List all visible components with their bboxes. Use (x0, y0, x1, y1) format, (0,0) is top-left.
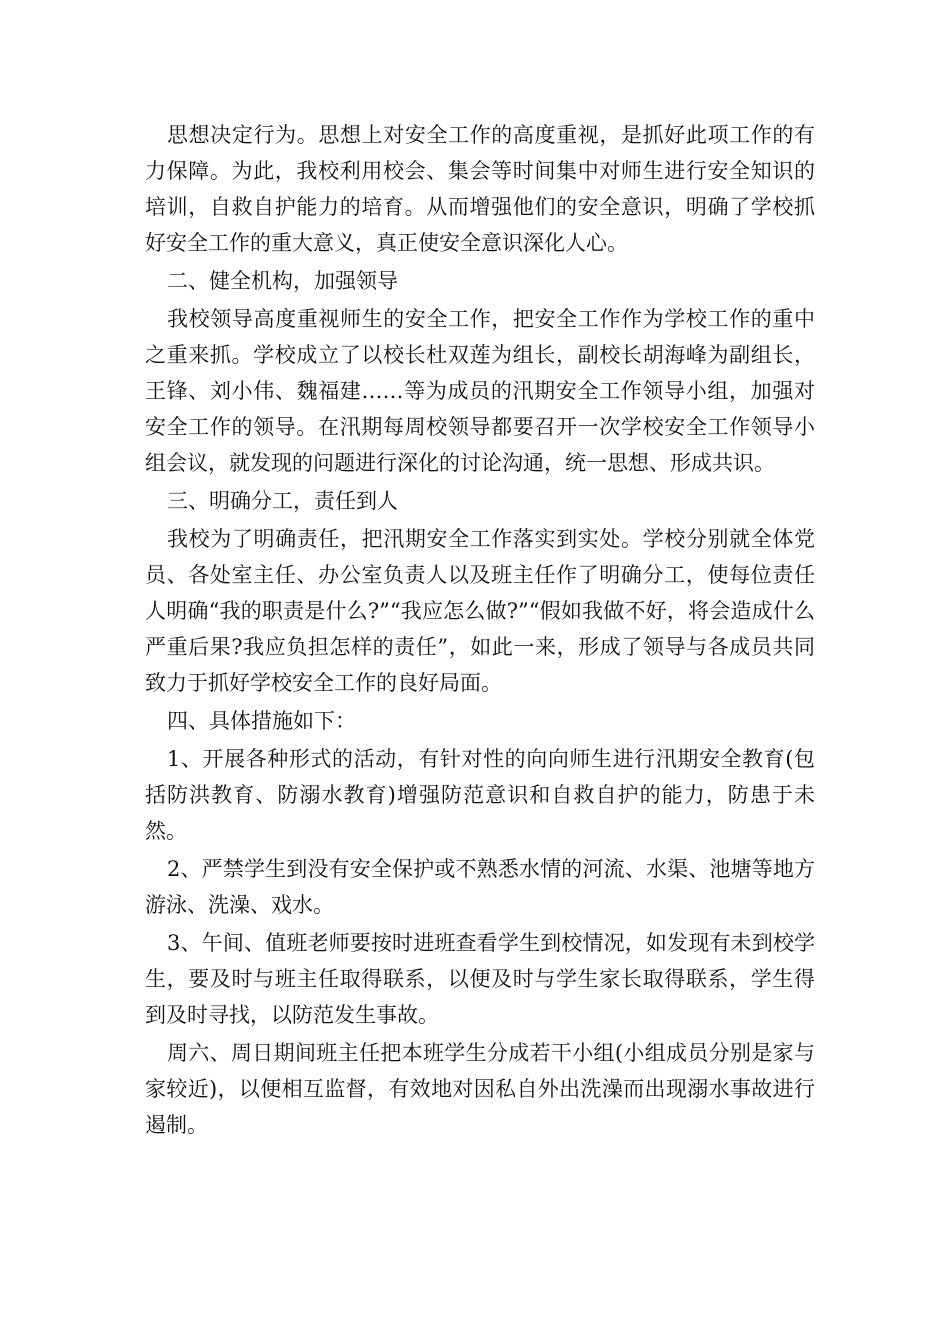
heading-responsibility: 三、明确分工，责任到人 (167, 489, 398, 513)
paragraph-safety-awareness: 思想决定行为。思想上对安全工作的高度重视，是抓好此项工作的有力保障。为此，我校利用校会、集会等时间集中对师生进行安全知识的培训，自救自护能力的培育。从而增强他们的安全意识，明确了学校抓好安全工作的重大意义，真正使安全意识深化人心。 (145, 123, 815, 255)
heading-measures: 四、具体措施如下： (167, 709, 356, 733)
paragraph-measure-2: 2、严禁学生到没有安全保护或不熟悉水情的河流、水渠、池塘等地方游泳、洗澡、戏水。 (145, 857, 815, 917)
heading-organization: 二、健全机构，加强领导 (167, 269, 398, 293)
paragraph-measure-3: 3、午间、值班老师要按时进班查看学生到校情况，如发现有未到校学生，要及时与班主任取得联系，以便及时与学生家长取得联系，学生得到及时寻找，以防范发生事故。 (145, 931, 815, 1027)
paragraph-measure-1: 1、开展各种形式的活动，有针对性的向向师生进行汛期安全教育(包括防洪教育、防溺水教育)增强防范意识和自救自护的能力，防患于未然。 (145, 747, 815, 843)
paragraph-division-of-labor: 我校为了明确责任，把汛期安全工作落实到实处。学校分别就全体党员、各处室主任、办公室负责人以及班主任作了明确分工，使每位责任人明确“我的职责是什么?”“我应怎么做?”“假如我做不好，将会造成什么严重后果?我应负担怎样的责任”，如此一来，形成了领导与各成员共同致力于抓好学校安全工作的良好局面。 (145, 527, 815, 695)
document-page (145, 117, 815, 1145)
paragraph-weekend-groups: 周六、周日期间班主任把本班学生分成若干小组(小组成员分别是家与家较近)，以便相互监督，有效地对因私自外出洗澡而出现溺水事故进行遏制。 (145, 1041, 815, 1137)
paragraph-leadership: 我校领导高度重视师生的安全工作，把安全工作作为学校工作的重中之重来抓。学校成立了以校长杜双莲为组长，副校长胡海峰为副组长，王锋、刘小伟、魏福建……等为成员的汛期安全工作领导小组，加强对安全工作的领导。在汛期每周校领导都要召开一次学校安全工作领导小组会议，就发现的问题进行深化的讨论沟通，统一思想、形成共识。 (145, 307, 815, 475)
